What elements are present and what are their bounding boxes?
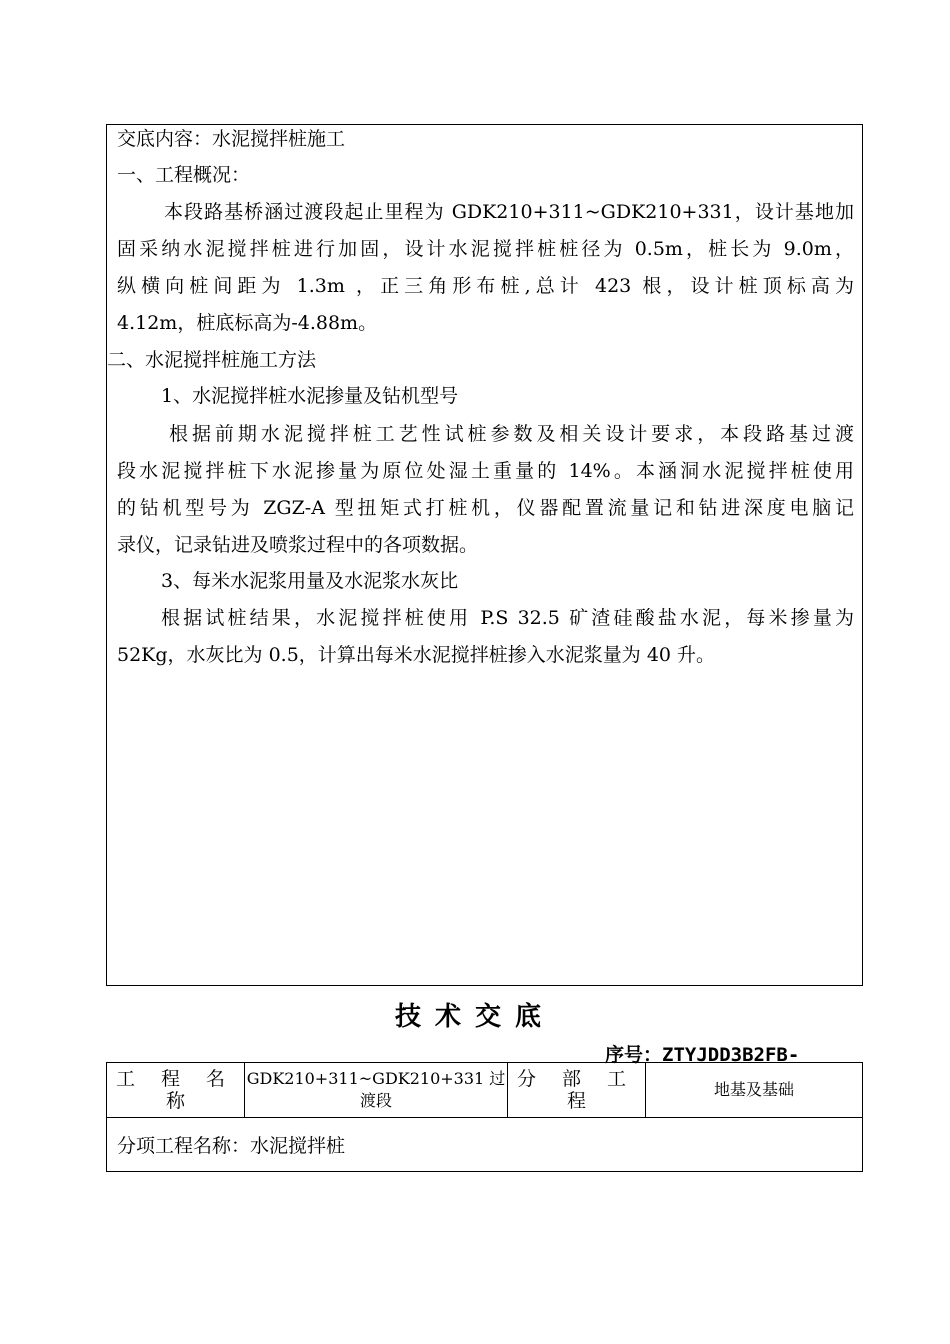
subitem-name: 分项工程名称：水泥搅拌桩	[107, 1118, 863, 1172]
project-name-label: 工 程 名 称	[107, 1063, 245, 1118]
paragraph-line: 固采纳水泥搅拌桩进行加固，设计水泥搅拌桩桩径为 0.5m，桩长为 9.0m，	[117, 238, 854, 260]
paragraph-line: 根据试桩结果，水泥搅拌桩使用 P.S 32.5 矿渣硅酸盐水泥，每米掺量为	[161, 607, 854, 629]
disclosure-content-box	[106, 124, 863, 986]
subsection-3-title: 3、每米水泥浆用量及水泥浆水灰比	[161, 570, 459, 592]
project-name-value: GDK210+311~GDK210+331 过 渡段	[245, 1063, 508, 1118]
paragraph-line: 本段路基桥涵过渡段起止里程为 GDK210+311~GDK210+331，设计基地加	[164, 201, 854, 223]
paragraph-line: 录仪，记录钻进及喷浆过程中的各项数据。	[117, 534, 479, 556]
division-label: 分 部 工 程	[508, 1063, 646, 1118]
section-2-title: 二、水泥搅拌桩施工方法	[107, 349, 317, 371]
form-title: 技术交底	[394, 1002, 555, 1032]
section-1-title: 一、工程概况：	[117, 164, 251, 186]
project-info-table	[106, 1062, 863, 1172]
paragraph-line: 纵横向桩间距为 1.3m ，正三角形布桩,总计 423 根，设计桩顶标高为	[117, 275, 854, 297]
division-value: 地基及基础	[646, 1063, 863, 1118]
paragraph-line: 的钻机型号为 ZGZ-A 型扭矩式打桩机，仪器配置流量记和钻进深度电脑记	[117, 497, 854, 519]
paragraph-line: 根据前期水泥搅拌桩工艺性试桩参数及相关设计要求，本段路基过渡	[169, 423, 854, 445]
paragraph-line: 4.12m，桩底标高为-4.88m。	[117, 312, 378, 334]
content-heading: 交底内容：水泥搅拌桩施工	[117, 128, 346, 150]
serial-number: 序号：ZTYJDD3B2FB-	[605, 1044, 800, 1066]
paragraph-line: 52Kg，水灰比为 0.5，计算出每米水泥搅拌桩掺入水泥浆量为 40 升。	[117, 644, 716, 666]
subsection-1-title: 1、水泥搅拌桩水泥掺量及钻机型号	[161, 385, 459, 407]
paragraph-line: 段水泥搅拌桩下水泥掺量为原位处湿土重量的 14%。本涵洞水泥搅拌桩使用	[117, 460, 854, 482]
